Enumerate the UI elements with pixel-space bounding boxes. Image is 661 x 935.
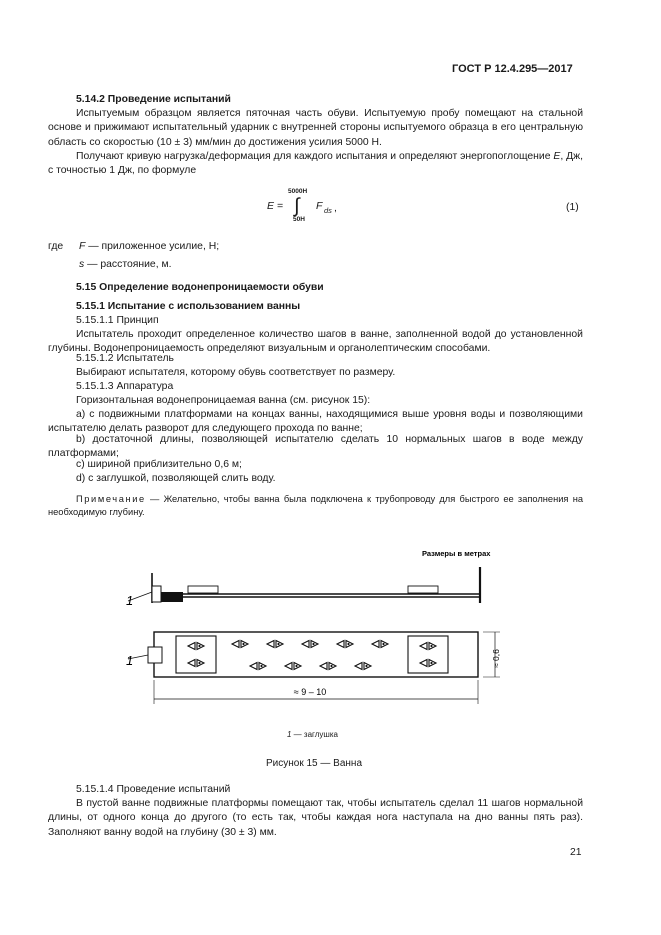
- formula-lhs: E =: [267, 200, 284, 212]
- energy-symbol: E: [553, 151, 561, 162]
- apparatus-intro: Горизонтальная водонепроницаемая ванна (см. рисунок 15):: [76, 395, 371, 406]
- formula-number: (1): [566, 202, 579, 213]
- side-platform-left: [188, 586, 218, 593]
- bath-plan-view: [126, 632, 501, 704]
- drain-plug: [148, 647, 162, 663]
- section-5-15-title: 5.15 Определение водонепроницаемости обуви: [76, 282, 324, 293]
- length-dimension: ≈ 9 – 10: [293, 687, 327, 697]
- figure-legend: 1 — заглушка: [287, 730, 338, 739]
- integral-upper-limit: 5000Н: [288, 188, 308, 195]
- integral-lower-limit: 50Н: [293, 216, 305, 223]
- side-callout: 1: [126, 593, 134, 608]
- apparatus-item-c: c) шириной приблизительно 0,6 м;: [76, 459, 242, 470]
- apparatus-item-d: d) с заглушкой, позволяющей слить воду.: [76, 473, 276, 484]
- principle-text: Испытатель проходит определенное количество шагов в ванне, заполненной водой до установленной глубины. Водонепроницаемость определяют визуальным и органолептическим способами.: [48, 329, 583, 355]
- section-5-14-2-title: 5.14.2 Проведение испытаний: [76, 94, 231, 105]
- note-label: Примечание: [76, 494, 146, 504]
- where-word: где: [48, 241, 64, 252]
- page-number: 21: [570, 847, 582, 858]
- bath-drawing: [110, 545, 510, 715]
- section-5-14-2-para1: Испытуемым образцом является пяточная часть обуви. Испытуемую пробу помещают на стальной основе и прижимают испытательный ударник с внутренней стороны испытуемого образца в его центральную область со скоростью (10 ± 3) мм/мин до достижения усилия 5000 Н.: [48, 108, 583, 148]
- where-item-distance: s — расстояние, м.: [79, 259, 172, 270]
- integrand-subscript: ds: [324, 206, 332, 215]
- tester-heading: 5.15.1.2 Испытатель: [76, 353, 174, 364]
- principle-heading: 5.15.1.1 Принцип: [76, 315, 159, 326]
- apparatus-heading: 5.15.1.3 Аппаратура: [76, 381, 174, 392]
- apparatus-item-a: a) с подвижными платформами на концах ванны, находящимися выше уровня воды и позволяющими испытателю делать разворот для следующего прохода по ванне;: [48, 409, 583, 435]
- formula-comma: ,: [334, 202, 337, 214]
- procedure-heading: 5.15.1.4 Проведение испытаний: [76, 784, 231, 795]
- formula: [260, 188, 380, 228]
- tester-text: Выбирают испытателя, которому обувь соответствует по размеру.: [76, 367, 396, 378]
- units-caption: Размеры в метрах: [422, 549, 491, 558]
- plan-platform-right: [408, 636, 448, 673]
- plan-callout: 1: [126, 653, 134, 668]
- where-item-force: F — приложенное усилие, Н;: [79, 241, 220, 252]
- figure-caption: Рисунок 15 — Ванна: [266, 758, 363, 769]
- note: Примечание — Желательно, чтобы ванна была подключена к трубопроводу для быстрого ее заполнения на необходимую глубину.: [48, 494, 583, 517]
- section-5-14-2-para2: Получают кривую нагрузка/деформация для каждого испытания и определяют энергопоглощение E, Дж, с точностью 1 Дж, по формуле: [48, 151, 583, 177]
- standard-code: ГОСТ Р 12.4.295—2017: [452, 63, 573, 75]
- side-platform-right: [408, 586, 438, 593]
- plan-platform-left: [176, 636, 216, 673]
- apparatus-item-b: b) достаточной длины, позволяющей испытателю сделать 10 нормальных шагов в воде между платформами;: [48, 434, 583, 460]
- integral-sign: ∫: [294, 195, 300, 217]
- integrand: F: [316, 200, 323, 212]
- section-5-15-1-title: 5.15.1 Испытание с использованием ванны: [76, 301, 301, 312]
- figure-15: [110, 545, 510, 715]
- bath-side-view: [126, 567, 480, 608]
- procedure-text: В пустой ванне подвижные платформы помещают так, чтобы испытатель сделал 11 шагов нормальной длины, от одного конца до другого (то есть так, чтобы каждая нога наступала на дно ванны пять раз). Заполняют ванну водой на глубину (30 ± 3) мм.: [48, 798, 583, 838]
- width-dimension: ≈ 0,6: [491, 649, 501, 668]
